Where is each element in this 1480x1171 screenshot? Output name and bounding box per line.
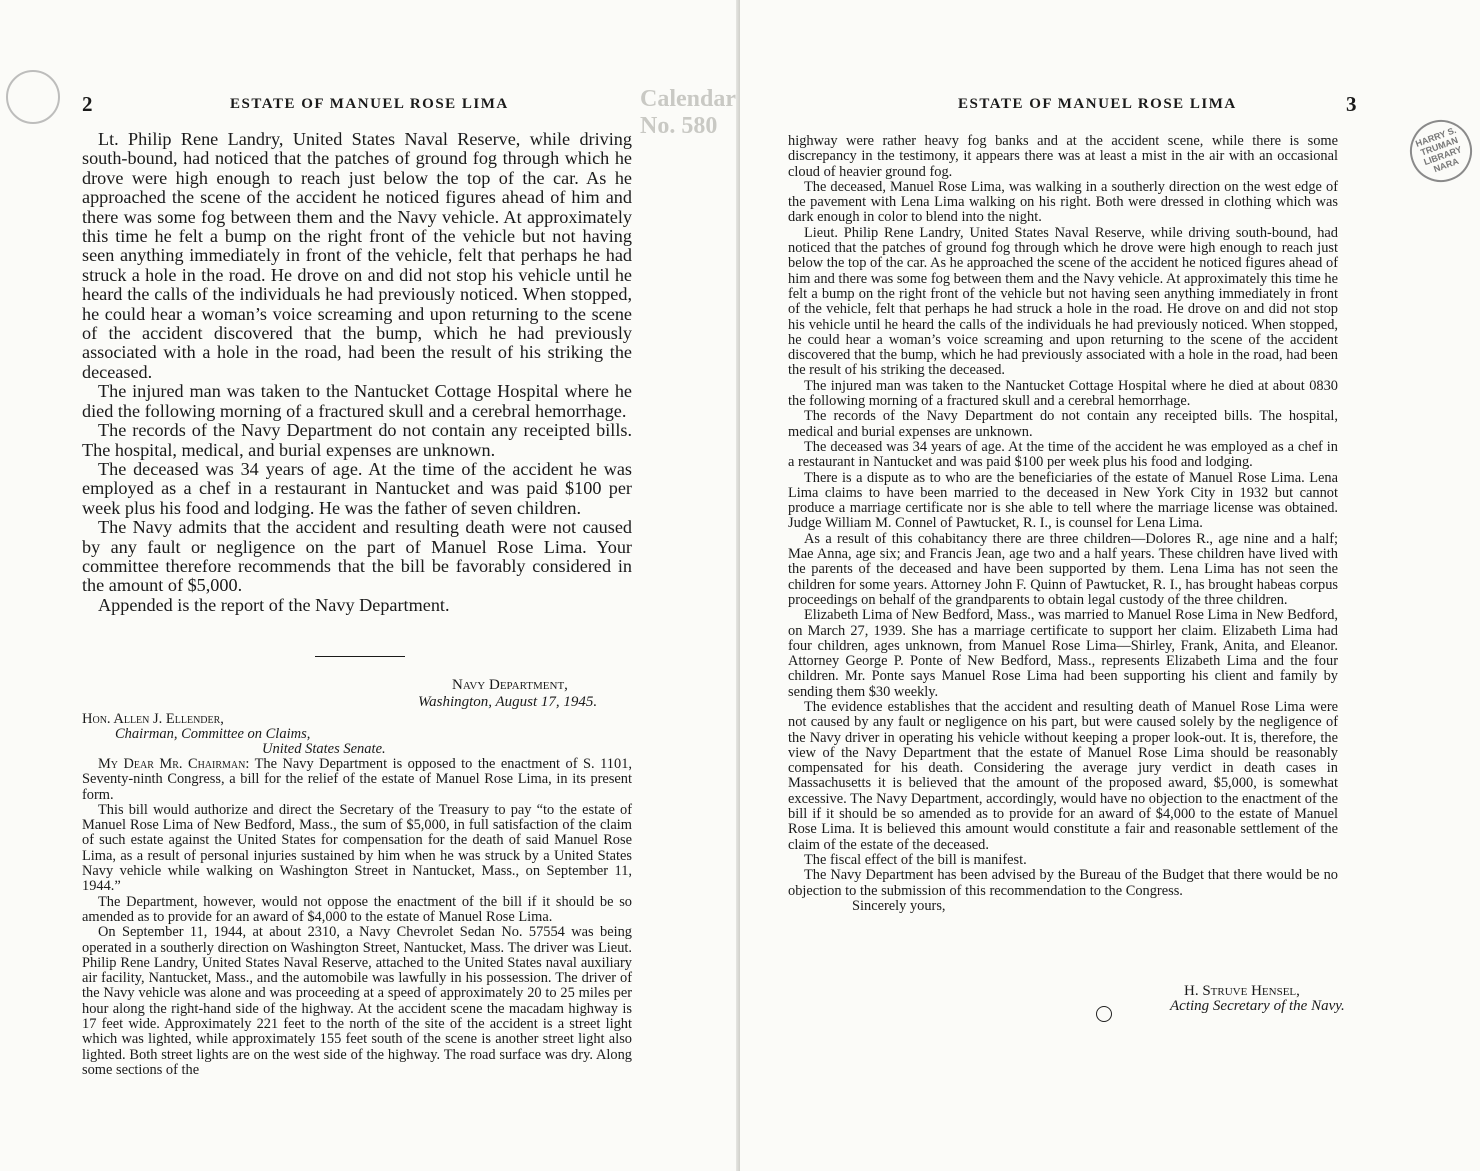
paragraph: On September 11, 1944, at about 2310, a Navy Chevrolet Sedan No. 57554 was being operated in a southerly direction on Washington Street, Nantucket, Mass. The driver was Lieut. Philip Rene Landry, United States Naval Reserve, attached to the United States naval auxiliary air facility, Nantucket, Mass., and the automobile was lawfully in his possession. The driver of the Navy vehicle was alone and was proceeding at a speed of approximately 20 to 25 miles per hour along the right-hand side of the highway. At the accident scene the macadam highway is 17 feet wide. Approximately 221 feet to the north of the site of the accident is a street light which was lighted, while approximately 155 feet south of the scene is another street light also lighted. Both street lights are on the west side of the highway. The road surface was dry. Along some sections of the	[82, 924, 632, 1078]
paragraph: The Department, however, would not oppose the enactment of the bill if it should be so amended as to provide for an award of $4,000 to the estate of Manuel Rose Lima.	[82, 893, 632, 925]
paragraph: The deceased was 34 years of age. At the time of the accident he was employed as a chef in a restaurant in Nantucket and was paid $100 per week plus his food and lodging. He was the father of seven children.	[82, 458, 632, 518]
letterhead-department: Navy Department,	[452, 677, 568, 693]
running-head: ESTATE OF MANUEL ROSE LIMA	[230, 96, 509, 112]
salutation: My Dear Mr. Chairman:	[98, 756, 250, 772]
library-stamp: HARRY S. TRUMAN LIBRARY NARA	[1401, 111, 1480, 190]
bleed-through-text: Calendar No. 580	[640, 86, 736, 139]
paragraph: Lt. Philip Rene Landry, United States Naval Reserve, while driving south-bound, had noticed that the patches of ground fog through which he drove were high enough to reach just below the top of the car. As he approached the scene of the accident he noticed figures ahead of him and there was some fog between them and the Navy vehicle. At approximately this time he felt a bump on the right front of the vehicle but not having seen anything immediately in front of the vehicle, felt that perhaps he had struck a hole in the road. He drove on and did not stop his vehicle until he heard the calls of the individuals he had previously noticed. When stopped, he could hear a woman’s voice screaming and upon returning to the scene of the accident discovered that the bump, which he had previously associated with a hole in the road, had been the result of his striking the deceased.	[82, 129, 632, 382]
signer-name: H. Struve Hensel,	[1184, 983, 1300, 999]
library-stamp-left	[6, 70, 60, 124]
paragraph: The deceased, Manuel Rose Lima, was walking in a southerly direction on the west edge of the pavement with Lena Lima walking on his right. Both were dressed in clothing which was dark enough in color to blend into the night.	[788, 178, 1338, 226]
right-page	[740, 0, 1480, 1171]
paragraph: The Navy Department is opposed to the enactment of S. 1101, Seventy-ninth Congress, a bill for the relief of the estate of Manuel Rose Lima, in its present form.	[82, 756, 632, 803]
report-text	[82, 130, 632, 615]
closing: Sincerely yours,	[852, 897, 946, 914]
paragraph: This bill would authorize and direct the Secretary of the Treasury to pay “to the estate of Manuel Rose Lima of New Bedford, Mass., the sum of $5,000, in full satisfaction of the claim of such estate against the United States for compensation for the death of said Manuel Rose Lima, as a result of personal injuries sustained by him when he was struck by a United States Navy vehicle while walking on Washington Street in Nantucket, Mass., on September 11, 1944.”	[82, 801, 632, 895]
paragraph: highway were rather heavy fog banks and at the accident scene, while there is some discrepancy in the testimony, it appears there was at least a mist in the air with an occasional cloud of heavier ground fog.	[788, 133, 1338, 180]
hole-punch-mark	[1096, 1006, 1112, 1022]
running-head: ESTATE OF MANUEL ROSE LIMA	[958, 96, 1237, 112]
paragraph: The Navy admits that the accident and resulting death were not caused by any fault or negligence on the part of Manuel Rose Lima. Your committee therefore recommends that the bill be favorably considered in the amount of $5,000.	[82, 517, 632, 596]
page-number: 3	[1346, 92, 1357, 116]
letter-text	[82, 757, 632, 1078]
addressee-body: United States Senate.	[262, 741, 386, 757]
addressee-title: Chairman, Committee on Claims,	[115, 726, 311, 742]
paragraph: The records of the Navy Department do not contain any receipted bills. The hospital, medical and burial expenses are unknown.	[788, 408, 1338, 440]
paragraph: Elizabeth Lima of New Bedford, Mass., was married to Manuel Rose Lima in New Bedford, on March 27, 1939. She has a marriage certificate to support her claim. Elizabeth Lima had four children, ages unknown, from Manuel Rose Lima—Shirley, Frank, Anita, and Eleanor. Attorney George P. Ponte of New Bedford, Mass., represents Elizabeth Lima and the four children. Mr. Ponte says Manuel Rose Lima had been supporting his client and family by sending them $30 weekly.	[788, 607, 1338, 700]
paragraph: There is a dispute as to who are the beneficiaries of the estate of Manuel Rose Lima. Lena Lima claims to have been married to the deceased in New York City in 1932 but cannot produce a marriage certificate nor is she able to tell where the marriage license was obtained. Judge William M. Connel of Pawtucket, R. I., is counsel for Lena Lima.	[788, 469, 1338, 532]
paragraph: Appended is the report of the Navy Department.	[98, 594, 450, 615]
addressee-name: Hon. Allen J. Ellender,	[82, 711, 224, 727]
paragraph: Lieut. Philip Rene Landry, United States Naval Reserve, while driving south-bound, had noticed that the patches of ground fog through which he drove were high enough to reach just below the top of the car. As he approached the scene of the accident he noticed figures ahead of him and there was some fog between them and the Navy vehicle. At approximately this time he felt a bump on the right front of the vehicle but not having seen anything immediately in front of the vehicle, felt that perhaps he had struck a hole in the road. He drove on and did not stop his vehicle until he heard the calls of the individuals he had previously noticed. When stopped, he could hear a woman’s voice screaming and upon returning to the scene of the accident discovered that the bump, which he had previously associated with a hole in the road, had been the result of his striking the deceased.	[788, 224, 1338, 379]
letterhead-date: Washington, August 17, 1945.	[418, 694, 598, 710]
paragraph: The deceased was 34 years of age. At the time of the accident he was employed as a chef in a restaurant in Nantucket and was paid $100 per week plus his food and lodging.	[788, 438, 1338, 471]
signer-title: Acting Secretary of the Navy.	[1170, 998, 1345, 1014]
separator-rule	[315, 656, 405, 657]
paragraph: The Navy Department has been advised by the Bureau of the Budget that there would be no objection to the submission of this recommendation to the Congress.	[788, 867, 1338, 899]
paragraph: The evidence establishes that the accident and resulting death of Manuel Rose Lima were not caused by any fault or negligence on his part, but were caused solely by the negligence of the Navy driver in operating his vehicle without keeping a proper look-out. It is, therefore, the view of the Navy Department that the estate of Manuel Rose Lima should be reasonably compensated for his death. Considering the average jury verdict in death cases in Massachusetts it is believed that the amount of the proposed award, $5,000, is somewhat excessive. The Navy Department, accordingly, would have no objection to the enactment of the bill if it should be so amended as to provide for an award of $4,000 to the estate of Manuel Rose Lima. It is believed this amount would constitute a fair and reasonable settlement of the claim of the estate of the deceased.	[788, 698, 1338, 853]
paragraph: The fiscal effect of the bill is manifest.	[804, 851, 1027, 868]
paragraph: The injured man was taken to the Nantucket Cottage Hospital where he died the following morning of a fractured skull and a cerebral hemorrhage.	[82, 381, 632, 421]
paragraph: The injured man was taken to the Nantucket Cottage Hospital where he died at about 0830 the following morning of a fractured skull and a cerebral hemorrhage.	[788, 377, 1338, 410]
paragraph: The records of the Navy Department do not contain any receipted bills. The hospital, medical, and burial expenses are unknown.	[82, 420, 632, 460]
letter-continuation	[788, 134, 1338, 914]
paragraph: As a result of this cohabitancy there are three children—Dolores R., age nine and a half; Mae Anna, age six; and Francis Jean, age two and a half years. These children have lived with the parents of the deceased and have been supported by them. Lena Lima has not seen the children for some years. Attorney John F. Quinn of Pawtucket, R. I., has brought habeas corpus proceedings on behalf of the grandparents to obtain legal custody of the three children.	[788, 530, 1338, 608]
page-number: 2	[82, 92, 93, 116]
